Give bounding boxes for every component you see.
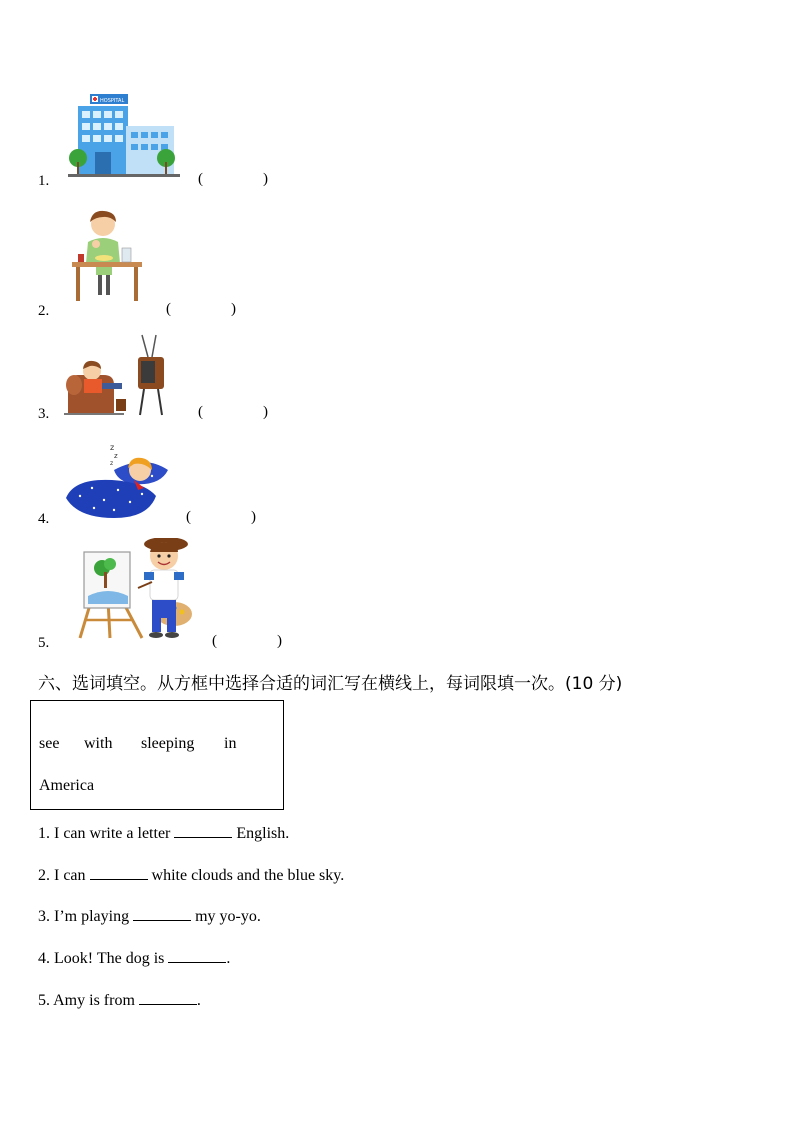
question-2-blank[interactable] [90, 865, 148, 880]
word-bank-word: with [84, 735, 113, 752]
section-6-title: 六、选词填空。从方框中选择合适的词汇写在横线上，每词限填一次。(10 分) [38, 674, 623, 694]
svg-text:z: z [110, 443, 115, 452]
word-bank-word: in [224, 735, 237, 752]
word-bank-box [30, 700, 284, 810]
question-4-blank[interactable] [168, 948, 226, 963]
word-bank-word: America [39, 777, 95, 794]
question-4-after: . [226, 950, 231, 967]
item-4-number: 4. [38, 511, 50, 527]
hospital-sign-text: HOSPITAL [100, 98, 125, 104]
question-2-after: white clouds and the blue sky. [147, 867, 345, 884]
word-bank-word: sleeping [141, 735, 195, 752]
question-4 [38, 948, 230, 968]
svg-text:z: z [110, 460, 114, 467]
svg-text:z: z [114, 452, 118, 460]
question-3-after: my yo-yo. [191, 908, 261, 925]
item-5-answer-parens[interactable]: ( ) [212, 633, 282, 649]
boy-eating-breakfast-icon [70, 208, 146, 304]
question-1-blank[interactable] [174, 823, 232, 838]
item-3-answer-parens[interactable]: ( ) [198, 404, 268, 420]
item-1-answer-parens[interactable]: ( ) [198, 171, 268, 187]
boy-painting-icon [78, 538, 194, 640]
question-5-after: . [196, 992, 201, 1009]
item-1-number: 1. [38, 173, 50, 189]
item-4-answer-parens[interactable]: ( ) [186, 509, 256, 525]
question-5 [38, 990, 201, 1010]
item-5-number: 5. [38, 635, 50, 651]
question-1-before: 1. I can write a letter [38, 825, 175, 842]
girl-sleeping-icon [64, 440, 174, 522]
question-4-before: 4. Look! The dog is [38, 950, 169, 967]
boy-watching-tv-icon [64, 333, 170, 417]
question-5-before: 5. Amy is from [38, 992, 139, 1009]
question-2 [38, 865, 344, 885]
question-5-blank[interactable] [139, 990, 197, 1005]
item-3-number: 3. [38, 406, 50, 422]
question-3-before: 3. I’m playing [38, 908, 134, 925]
question-3 [38, 906, 261, 926]
word-bank-word: see [39, 735, 60, 752]
item-2-number: 2. [38, 303, 50, 319]
hospital-icon [68, 92, 180, 178]
question-1-after: English. [232, 825, 290, 842]
item-2-answer-parens[interactable]: ( ) [166, 301, 236, 317]
question-1 [38, 823, 289, 843]
question-3-blank[interactable] [133, 906, 191, 921]
question-2-before: 2. I can [38, 867, 90, 884]
